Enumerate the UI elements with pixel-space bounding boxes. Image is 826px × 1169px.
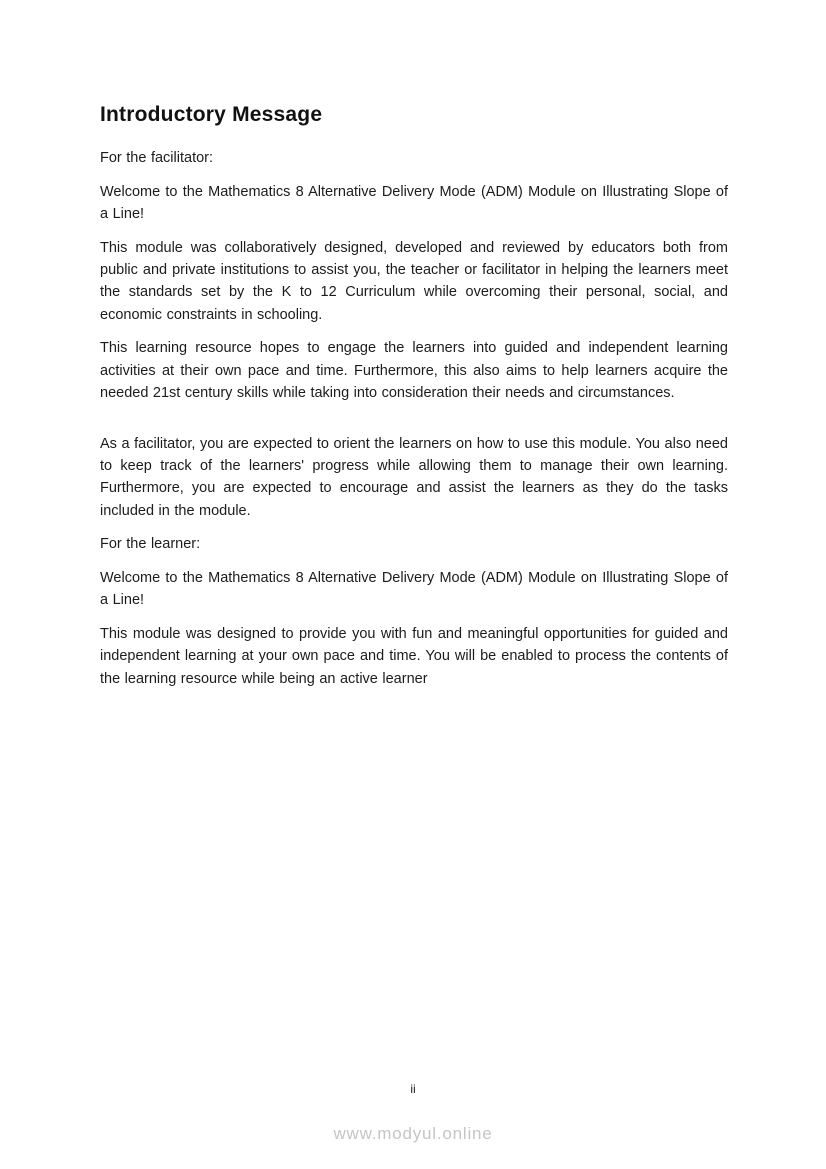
section-label-facilitator: For the facilitator: [100,150,214,166]
paragraph-learning-resource: This learning resource hopes to engage the learners into guided and independent learning activities at their own pace and time. Furthermore, this also aims to help learners acquire the needed 21st century skills while taking into consideration their needs and circumstances. [100,340,728,402]
page-title: Introductory Message [100,103,323,126]
paragraph-facilitator-expectations: As a facilitator, you are expected to orient the learners on how to use this module. You also need to keep track of the learners' progress while allowing them to manage their own learning. Furthermore, you are expected to encourage and assist the learners as they do the tasks included in the module. [100,435,728,519]
paragraph-module-design: This module was collaboratively designed, developed and reviewed by educators both from public and private institutions to assist you, the teacher or facilitator in helping the learners meet the standards set by the K to 12 Curriculum while overcoming their personal, social, and economic constraints in schooling. [100,239,728,323]
paragraph-welcome-learner: Welcome to the Mathematics 8 Alternative Delivery Mode (ADM) Module on Illustrating Slope of a Line! [100,570,728,609]
paragraph-welcome-facilitator: Welcome to the Mathematics 8 Alternative Delivery Mode (ADM) Module on Illustrating Slope of a Line! [100,183,728,222]
watermark-text: www.modyul.online [333,1124,493,1143]
section-label-learner: For the learner: [100,536,201,553]
paragraph-module-purpose: This module was designed to provide you with fun and meaningful opportunities for guided and independent learning at your own pace and time. You will be enabled to process the contents of the learning resource while being an active learner [100,626,728,687]
page-number: ii [410,1082,416,1096]
page-content [100,0,728,701]
